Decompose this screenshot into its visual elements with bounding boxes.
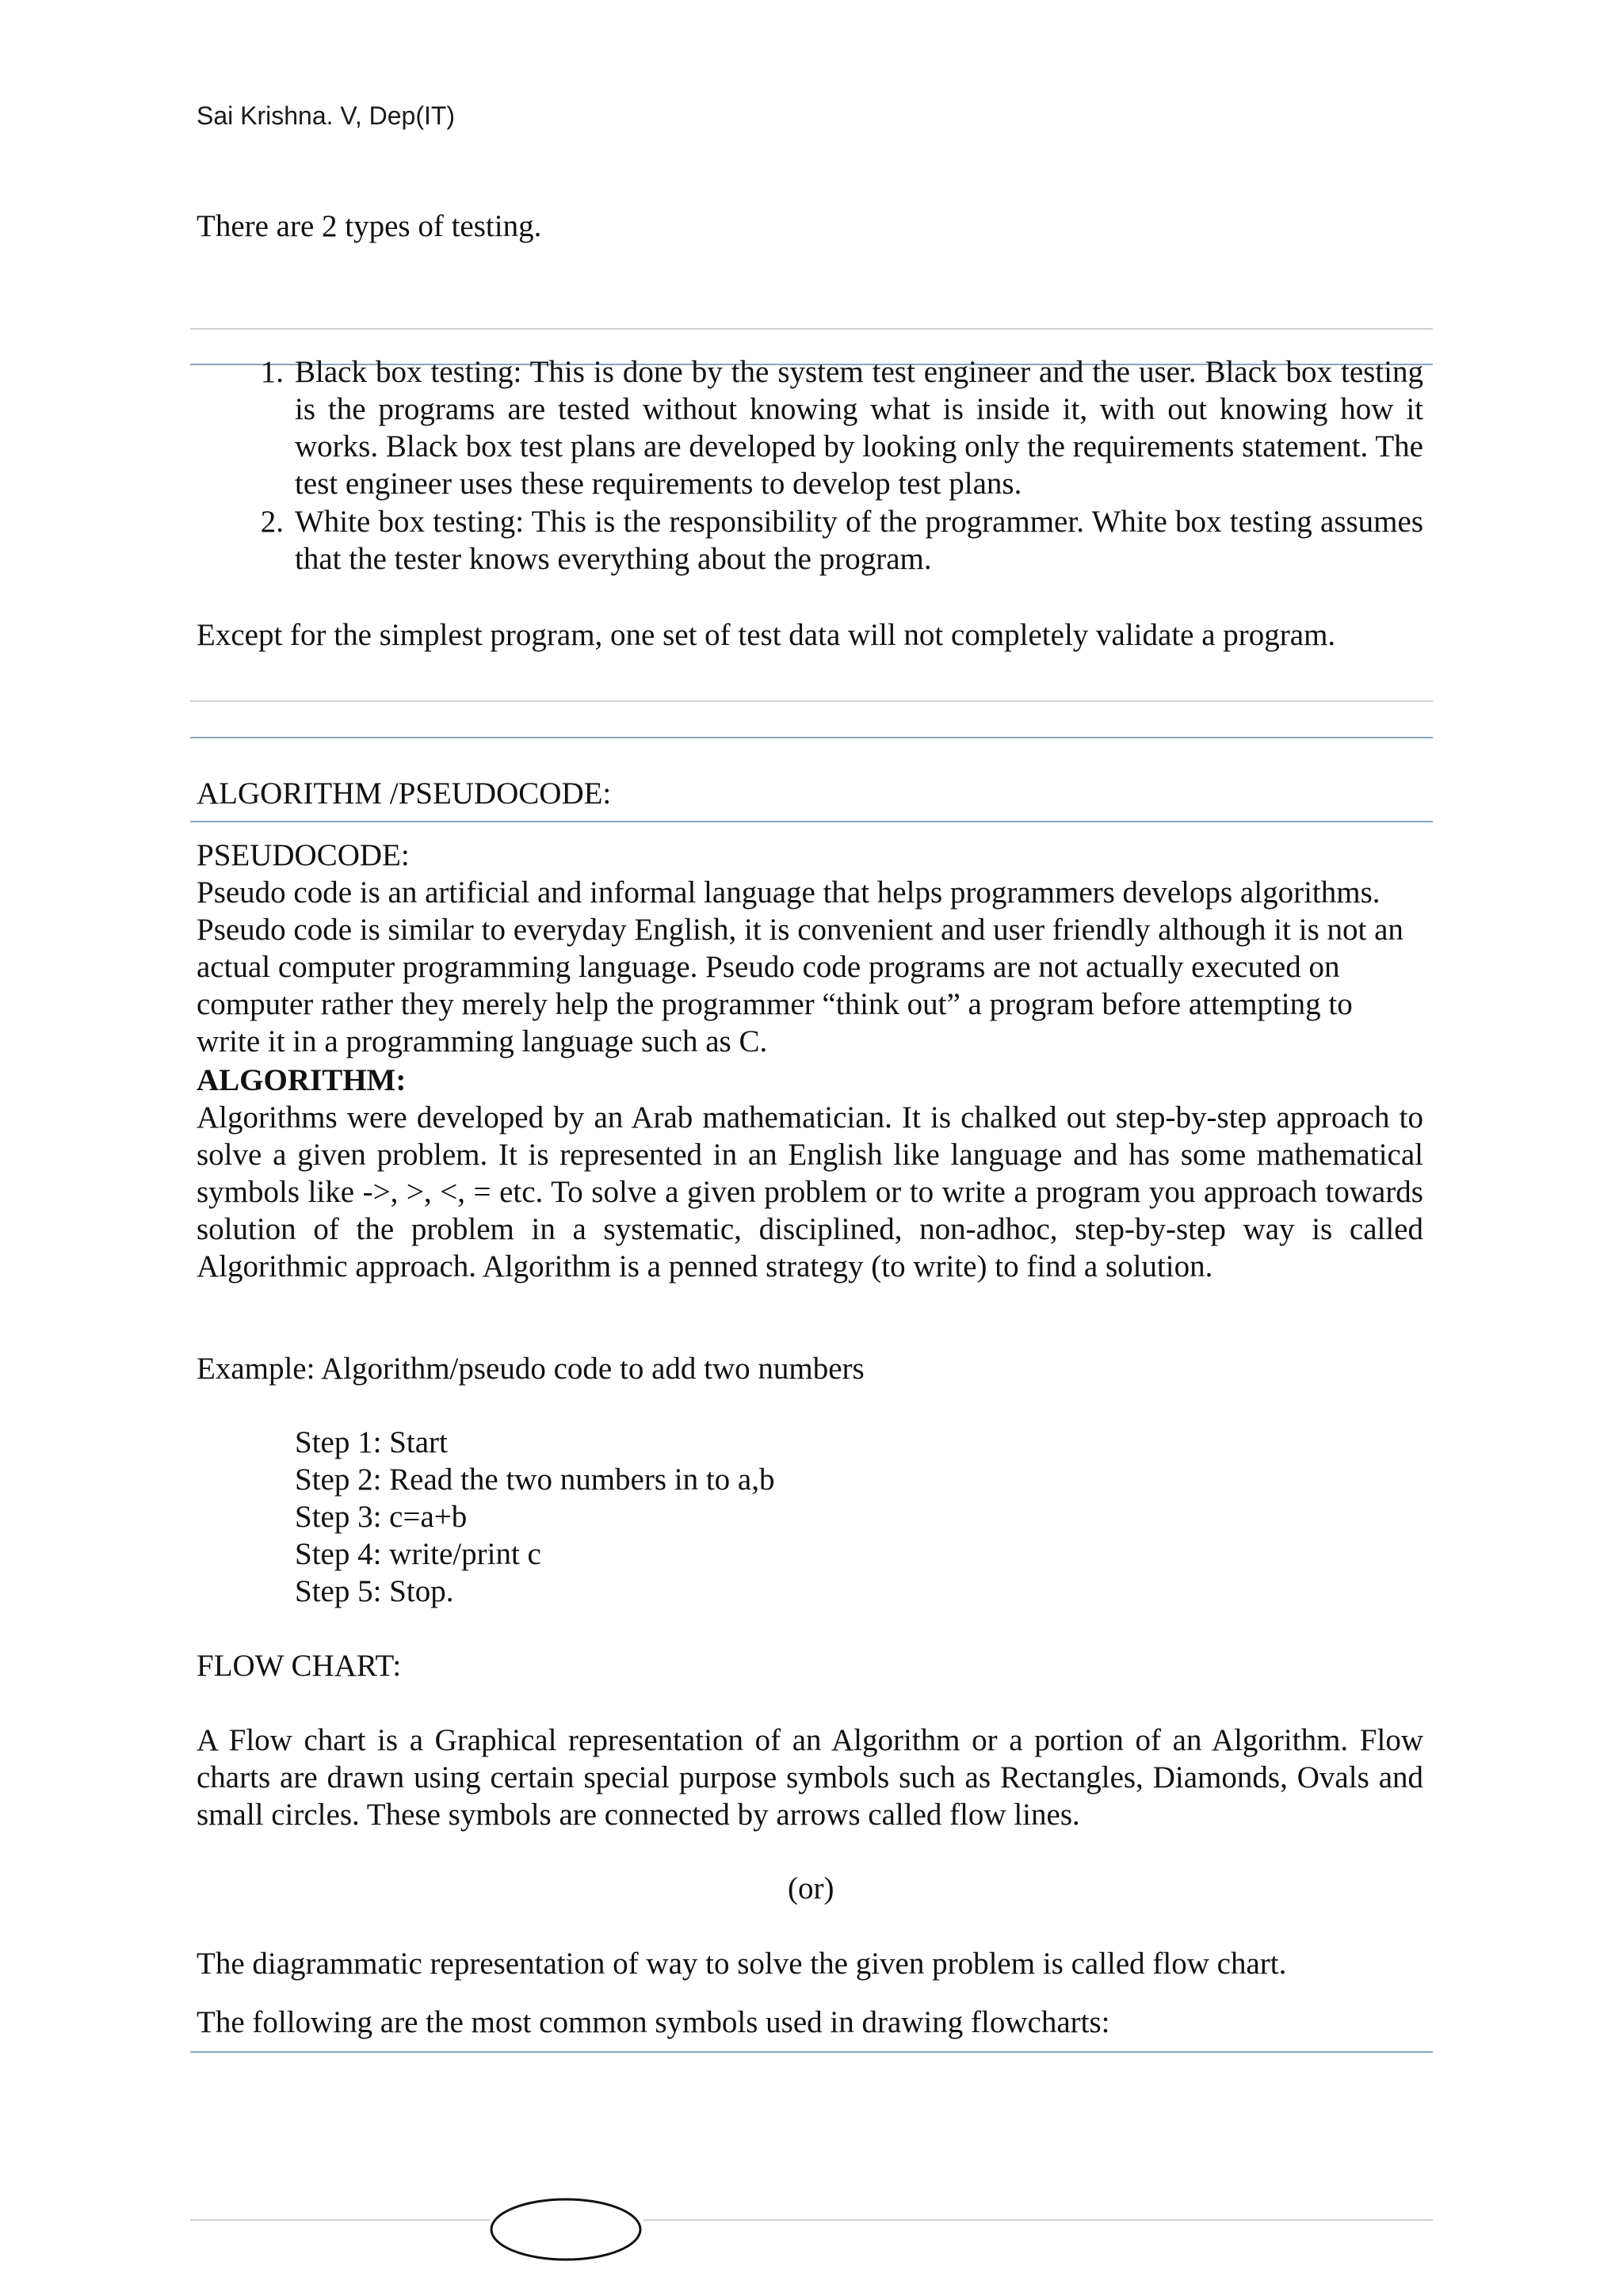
flowchart-text: A Flow chart is a Graphical representation of an Algorithm or a portion of an Algorithm. Flow charts are drawn using certain special purpose symbols such as Rectangles, Diamonds, Ovals and small circles. These symbols are connected by arrows called flow lines.: [197, 1723, 1423, 1832]
divider-line: [190, 328, 1433, 330]
step-item: Step 3: c=a+b: [295, 1500, 468, 1534]
footer-line-right: [643, 2219, 1433, 2221]
flowchart-heading: FLOW CHART:: [197, 1649, 402, 1683]
list-text: Black box testing: This is done by the system test engineer and the user. Black box testing is the programs are tested without knowing what is inside it, with out knowing how it works. Black box test plans are developed by looking only the requirements statement. The test engineer uses these requirements to develop test plans.: [295, 355, 1423, 501]
footer-oval-icon: [488, 2195, 643, 2267]
except-text: Except for the simplest program, one set of test data will not completely validate a program.: [197, 618, 1336, 652]
list-item: [197, 353, 1423, 502]
intro-text: There are 2 types of testing.: [197, 209, 542, 243]
algo-pseudocode-heading: ALGORITHM /PSEUDOCODE:: [197, 776, 612, 810]
list-number: 1.: [260, 355, 284, 389]
divider-line: [190, 2051, 1433, 2053]
step-item: Step 2: Read the two numbers in to a,b: [295, 1463, 775, 1497]
step-item: Step 4: write/print c: [295, 1537, 541, 1571]
symbols-text: The following are the most common symbols used in drawing flowcharts:: [197, 2005, 1110, 2039]
step-item: Step 1: Start: [295, 1425, 448, 1459]
list-number: 2.: [260, 505, 284, 539]
list-item: [197, 503, 1423, 578]
algorithm-heading: ALGORITHM:: [197, 1063, 407, 1097]
pseudocode-text: Pseudo code is an artificial and informal language that helps programmers develops algorithms. Pseudo code is similar to everyday English, it is convenient and user friendly although it is not an actual computer programming language. Pseudo code programs are not actually executed on computer rather they merely help the programmer “think out” a program before attempting to write it in a programming language such as C.: [197, 875, 1403, 1058]
pseudocode-heading: PSEUDOCODE:: [197, 838, 410, 872]
step-item: Step 5: Stop.: [295, 1574, 454, 1608]
divider-line: [190, 737, 1433, 738]
list-text: White box testing: This is the responsibility of the programmer. White box testing assumes that the tester knows everything about the program.: [295, 505, 1423, 576]
diagram-text: The diagrammatic representation of way to solve the given problem is called flow chart.: [197, 1947, 1287, 1981]
footer-line-left: [190, 2219, 490, 2221]
divider-line: [190, 821, 1433, 822]
divider-line: [190, 700, 1433, 702]
example-text: Example: Algorithm/pseudo code to add two numbers: [197, 1352, 865, 1386]
page-header-author: Sai Krishna. V, Dep(IT): [197, 101, 456, 130]
or-text: (or): [788, 1871, 834, 1905]
algorithm-text: Algorithms were developed by an Arab mathematician. It is chalked out step-by-step approach to solve a given problem. It is represented in an English like language and has some mathematical symbols like ->, >, <, = etc. To solve a given problem or to write a program you approach towards solution of the problem in a systematic, disciplined, non-adhoc, step-by-step way is called Algorithmic approach. Algorithm is a penned strategy (to write) to find a solution.: [197, 1100, 1423, 1283]
